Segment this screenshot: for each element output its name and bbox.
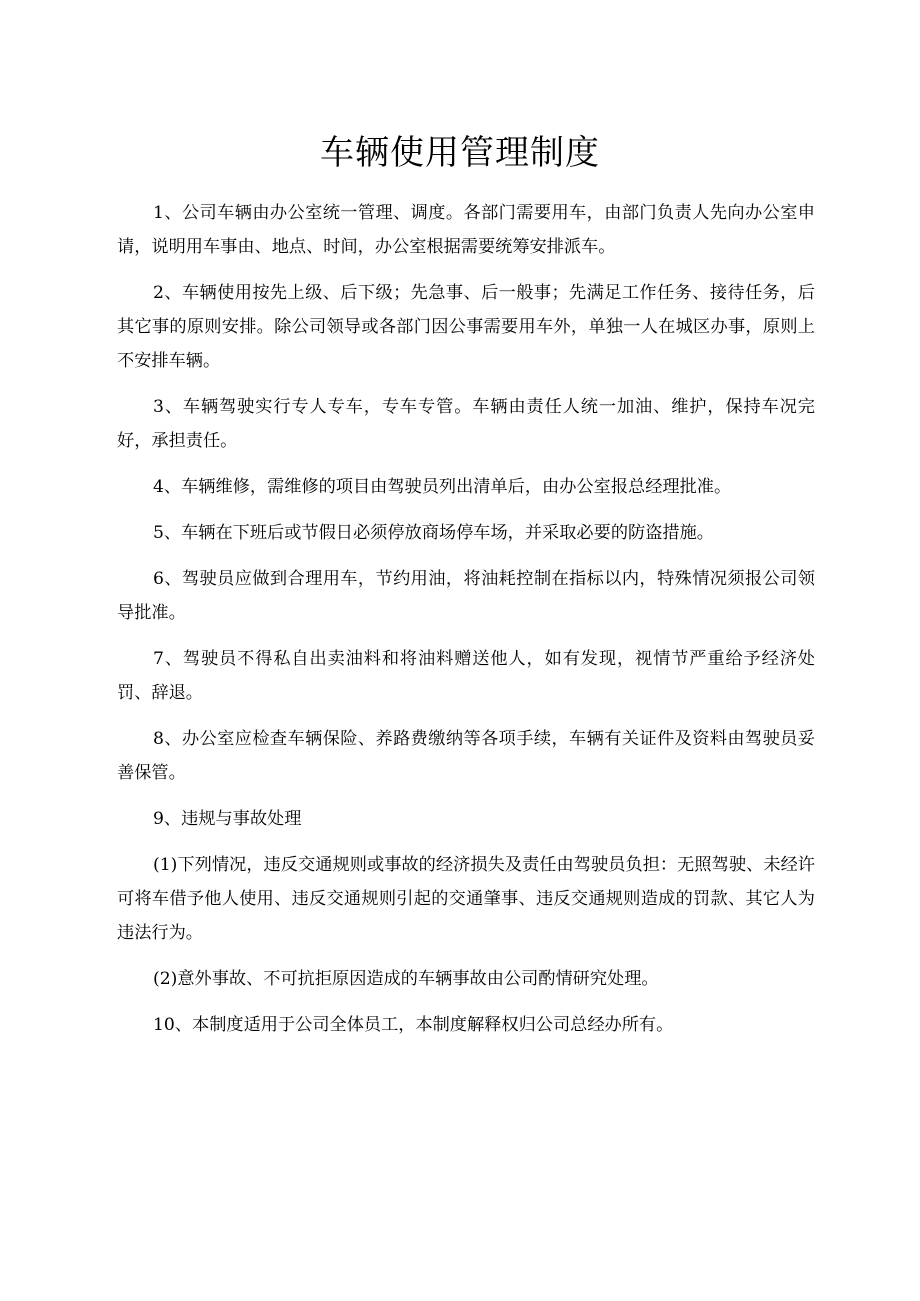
clause-4: 4、车辆维修，需维修的项目由驾驶员列出清单后，由办公室报总经理批准。 bbox=[153, 477, 732, 497]
clause-2: 2、车辆使用按先上级、后下级；先急事、后一般事；先满足工作任务、接待任务，后其它事的原则安排。除公司领导或各部门因公事需要用车外，单独一人在城区办事，原则上不安排车辆。 bbox=[117, 283, 815, 371]
clause-7: 7、驾驶员不得私自出卖油料和将油料赠送他人，如有发现，视情节严重给予经济处罚、辞退。 bbox=[117, 649, 815, 703]
clause-9-heading: 9、违规与事故处理 bbox=[153, 809, 302, 829]
clause-8: 8、办公室应检查车辆保险、养路费缴纳等各项手续，车辆有关证件及资料由驾驶员妥善保管。 bbox=[117, 729, 815, 783]
clause-1: 1、公司车辆由办公室统一管理、调度。各部门需要用车，由部门负责人先向办公室申请，说明用车事由、地点、时间，办公室根据需要统筹安排派车。 bbox=[117, 203, 815, 257]
document-body bbox=[117, 196, 815, 1054]
clause-5: 5、车辆在下班后或节假日必须停放商场停车场，并采取必要的防盗措施。 bbox=[153, 523, 714, 543]
document-title: 车辆使用管理制度 bbox=[320, 133, 600, 173]
clause-3: 3、车辆驾驶实行专人专车，专车专管。车辆由责任人统一加油、维护，保持车况完好，承担责任。 bbox=[117, 397, 815, 451]
clause-9-item-1: (1)下列情况，违反交通规则或事故的经济损失及责任由驾驶员负担：无照驾驶、未经许可将车借予他人使用、违反交通规则引起的交通肇事、违反交通规则造成的罚款、其它人为违法行为。 bbox=[117, 855, 815, 943]
clause-9-item-2: (2)意外事故、不可抗拒原因造成的车辆事故由公司酌情研究处理。 bbox=[153, 969, 659, 989]
clause-6: 6、驾驶员应做到合理用车，节约用油，将油耗控制在指标以内，特殊情况须报公司领导批准。 bbox=[117, 569, 815, 623]
clause-10: 10、本制度适用于公司全体员工，本制度解释权归公司总经办所有。 bbox=[153, 1015, 674, 1035]
